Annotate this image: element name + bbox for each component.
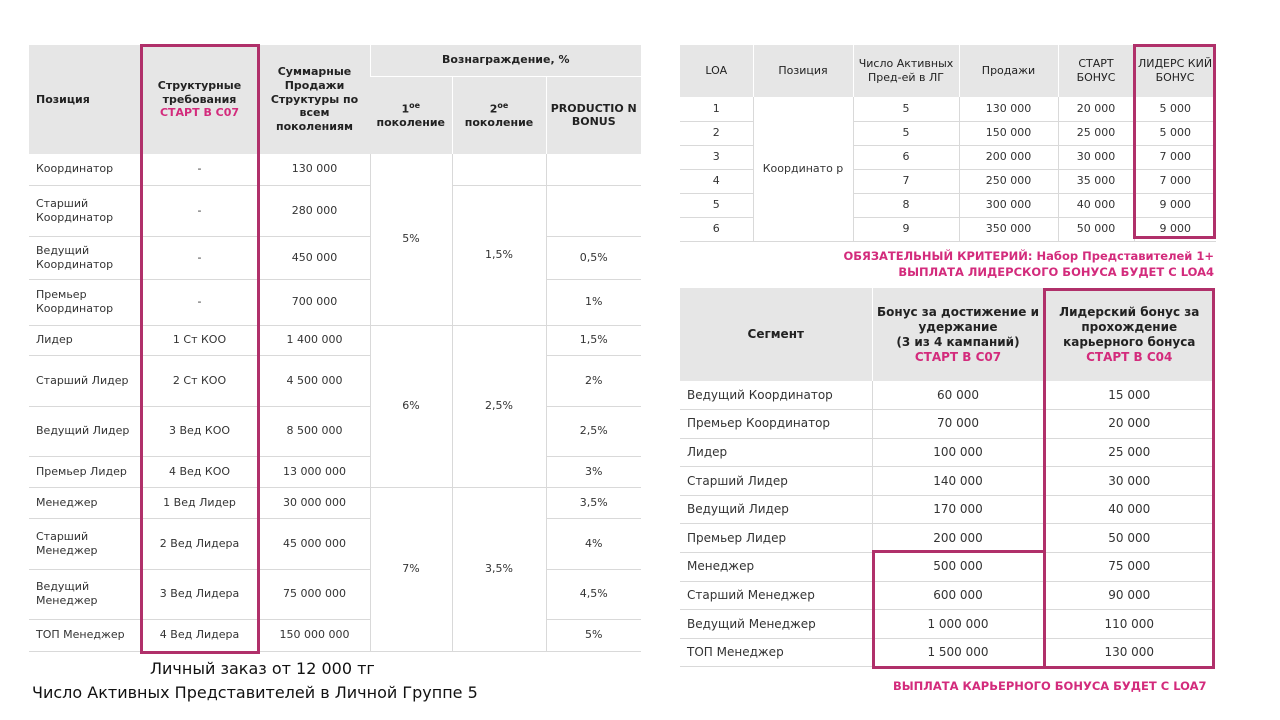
- cell-bonus: 1 500 000: [872, 638, 1044, 667]
- loa-table: [680, 45, 1240, 242]
- cell-start: 50 000: [1058, 217, 1134, 241]
- cell-loa: 6: [680, 217, 753, 241]
- cell-loa: 5: [680, 193, 753, 217]
- cell-sales: 1 400 000: [259, 325, 370, 355]
- cell-gen1-group: 5%: [370, 154, 452, 325]
- cell-start: 30 000: [1058, 145, 1134, 169]
- header-leader-career-bonus-label: Лидерский бонус за прохождение карьерного бонуса: [1059, 304, 1200, 349]
- cell-position: Ведущий Лидер: [29, 406, 140, 456]
- cell-production: 3,5%: [546, 487, 641, 518]
- cell-requirement: 4 Вед КОО: [140, 456, 259, 487]
- table-row: [29, 236, 641, 279]
- cell-spacer: [1216, 169, 1240, 193]
- cell-loa: 1: [680, 97, 753, 121]
- header-achievement-bonus-campaigns: (3 из 4 кампаний): [896, 334, 1020, 349]
- cell-gen2-group: 1,5%: [452, 185, 546, 325]
- cell-production: 4%: [546, 518, 641, 569]
- header-achievement-bonus-label: Бонус за достижение и удержание: [877, 304, 1039, 334]
- cell-position: Лидер: [29, 325, 140, 355]
- cell-spacer: [1216, 145, 1240, 169]
- cell-sales: 4 500 000: [259, 355, 370, 406]
- cell-segment: Менеджер: [680, 553, 872, 582]
- cell-production: 0,5%: [546, 236, 641, 279]
- table-row: [680, 438, 1214, 467]
- cell-sales: 30 000 000: [259, 487, 370, 518]
- table-row: [29, 406, 641, 456]
- cell-sales: 13 000 000: [259, 456, 370, 487]
- note-career-payout: ВЫПЛАТА КАРЬЕРНОГО БОНУСА БУДЕТ С LOA7: [893, 679, 1207, 693]
- cell-sales: 75 000 000: [259, 569, 370, 619]
- cell-sales: 700 000: [259, 279, 370, 325]
- cell-sales: 300 000: [959, 193, 1058, 217]
- cell-bonus: 170 000: [872, 495, 1044, 524]
- cell-segment: Ведущий Координатор: [680, 381, 872, 410]
- cell-production: 2,5%: [546, 406, 641, 456]
- cell-position-merged: Координато р: [753, 97, 853, 241]
- header-position: Позиция: [753, 45, 853, 97]
- cell-requirement: -: [140, 185, 259, 236]
- cell-sales: 150 000 000: [259, 619, 370, 651]
- header-active-reps: Число Активных Пред-ей в ЛГ: [853, 45, 959, 97]
- table-row: [680, 97, 1240, 121]
- table-row: [680, 495, 1214, 524]
- table-row: [680, 524, 1214, 553]
- cell-leader: 9 000: [1134, 217, 1216, 241]
- header-structural-requirements: [140, 45, 259, 154]
- cell-leader: 90 000: [1044, 581, 1214, 610]
- cell-gen2-group: 3,5%: [452, 487, 546, 651]
- table-row: [29, 185, 641, 236]
- cell-requirement: 1 Вед Лидер: [140, 487, 259, 518]
- header-production-bonus: PRODUCTIO N BONUS: [546, 76, 641, 154]
- header-sales: Продажи: [959, 45, 1058, 97]
- footer-personal-order: Личный заказ от 12 000 тг: [150, 659, 375, 678]
- cell-gen1-group: 6%: [370, 325, 452, 487]
- cell-position: Премьер Координатор: [29, 279, 140, 325]
- cell-sales: 200 000: [959, 145, 1058, 169]
- cell-segment: Старший Лидер: [680, 467, 872, 496]
- header-structural-requirements-label: Структурные требования: [157, 78, 242, 106]
- table-row: [680, 553, 1214, 582]
- cell-gen2-group: 2,5%: [452, 325, 546, 487]
- cell-production: [546, 185, 641, 236]
- header-segment: Сегмент: [680, 288, 872, 381]
- cell-sales: 150 000: [959, 121, 1058, 145]
- cell-gen2-empty: [452, 154, 546, 185]
- header-gen2: $2^{ое}$ поколение: [452, 76, 546, 154]
- cell-bonus: 140 000: [872, 467, 1044, 496]
- header-achievement-bonus-start: СТАРТ В С07: [914, 349, 1002, 364]
- cell-requirement: 4 Вед Лидера: [140, 619, 259, 651]
- table-row: [29, 154, 641, 185]
- cell-spacer: [1216, 193, 1240, 217]
- table-row: [680, 410, 1214, 439]
- cell-production: 5%: [546, 619, 641, 651]
- cell-requirement: 2 Вед Лидера: [140, 518, 259, 569]
- cell-position: Старший Менеджер: [29, 518, 140, 569]
- cell-sales: 450 000: [259, 236, 370, 279]
- cell-start: 20 000: [1058, 97, 1134, 121]
- cell-position: Ведущий Координатор: [29, 236, 140, 279]
- table-row: [29, 279, 641, 325]
- cell-production: [546, 154, 641, 185]
- cell-leader: 15 000: [1044, 381, 1214, 410]
- cell-leader: 20 000: [1044, 410, 1214, 439]
- cell-gen1-group: 7%: [370, 487, 452, 651]
- cell-active: 5: [853, 121, 959, 145]
- cell-active: 8: [853, 193, 959, 217]
- cell-position: Старший Лидер: [29, 355, 140, 406]
- cell-loa: 3: [680, 145, 753, 169]
- cell-production: 1%: [546, 279, 641, 325]
- cell-leader: 25 000: [1044, 438, 1214, 467]
- cell-requirement: 1 Ст КОО: [140, 325, 259, 355]
- cell-leader: 5 000: [1134, 121, 1216, 145]
- header-leader-career-bonus: [1044, 288, 1214, 381]
- cell-sales: 130 000: [959, 97, 1058, 121]
- table-row: [680, 467, 1214, 496]
- cell-leader: 30 000: [1044, 467, 1214, 496]
- table-row: [29, 355, 641, 406]
- cell-loa: 4: [680, 169, 753, 193]
- cell-start: 35 000: [1058, 169, 1134, 193]
- structure-rewards-table: [29, 45, 641, 652]
- cell-requirement: -: [140, 154, 259, 185]
- cell-leader: 40 000: [1044, 495, 1214, 524]
- cell-sales: 280 000: [259, 185, 370, 236]
- table-row: [680, 381, 1214, 410]
- table-row: [680, 610, 1214, 639]
- cell-requirement: 3 Вед КОО: [140, 406, 259, 456]
- cell-segment: Лидер: [680, 438, 872, 467]
- table-row: [29, 325, 641, 355]
- cell-leader: 7 000: [1134, 169, 1216, 193]
- header-position: Позиция: [29, 45, 140, 154]
- cell-bonus: 500 000: [872, 553, 1044, 582]
- header-leader-bonus: ЛИДЕРС КИЙ БОНУС: [1134, 45, 1216, 97]
- cell-bonus: 200 000: [872, 524, 1044, 553]
- cell-leader: 75 000: [1044, 553, 1214, 582]
- cell-production: 3%: [546, 456, 641, 487]
- cell-active: 5: [853, 97, 959, 121]
- header-achievement-bonus: [872, 288, 1044, 381]
- header-loa: LOA: [680, 45, 753, 97]
- cell-requirement: 2 Ст КОО: [140, 355, 259, 406]
- cell-leader: 7 000: [1134, 145, 1216, 169]
- cell-sales: 130 000: [259, 154, 370, 185]
- cell-segment: Премьер Координатор: [680, 410, 872, 439]
- header-start-bonus: СТАРТ БОНУС: [1058, 45, 1134, 97]
- cell-production: 4,5%: [546, 569, 641, 619]
- cell-leader: 50 000: [1044, 524, 1214, 553]
- cell-active: 7: [853, 169, 959, 193]
- header-spacer: [1216, 45, 1240, 97]
- cell-position: Менеджер: [29, 487, 140, 518]
- cell-position: Ведущий Менеджер: [29, 569, 140, 619]
- cell-spacer: [1216, 217, 1240, 241]
- cell-bonus: 60 000: [872, 381, 1044, 410]
- cell-production: 1,5%: [546, 325, 641, 355]
- cell-segment: ТОП Менеджер: [680, 638, 872, 667]
- cell-requirement: -: [140, 236, 259, 279]
- header-structural-requirements-start: СТАРТ В С07: [159, 106, 240, 120]
- cell-start: 40 000: [1058, 193, 1134, 217]
- cell-production: 2%: [546, 355, 641, 406]
- cell-sales: 250 000: [959, 169, 1058, 193]
- cell-loa: 2: [680, 121, 753, 145]
- cell-sales: 45 000 000: [259, 518, 370, 569]
- table-row: [29, 456, 641, 487]
- cell-segment: Ведущий Менеджер: [680, 610, 872, 639]
- cell-bonus: 100 000: [872, 438, 1044, 467]
- cell-leader: 130 000: [1044, 638, 1214, 667]
- table-row: [680, 581, 1214, 610]
- cell-sales: 8 500 000: [259, 406, 370, 456]
- header-reward: Вознаграждение, %: [370, 45, 641, 76]
- footer-active-reps: Число Активных Представителей в Личной Группе 5: [32, 683, 478, 702]
- cell-start: 25 000: [1058, 121, 1134, 145]
- cell-position: Старший Координатор: [29, 185, 140, 236]
- table-row: [29, 619, 641, 651]
- cell-active: 6: [853, 145, 959, 169]
- cell-bonus: 1 000 000: [872, 610, 1044, 639]
- cell-leader: 110 000: [1044, 610, 1214, 639]
- table-row: [29, 569, 641, 619]
- cell-active: 9: [853, 217, 959, 241]
- cell-position: Координатор: [29, 154, 140, 185]
- cell-position: Премьер Лидер: [29, 456, 140, 487]
- cell-segment: Премьер Лидер: [680, 524, 872, 553]
- header-leader-career-bonus-start: СТАРТ В С04: [1086, 349, 1173, 364]
- cell-position: ТОП Менеджер: [29, 619, 140, 651]
- header-gen1: $1^{ое}$ поколение: [370, 76, 452, 154]
- note-leader-payout: ВЫПЛАТА ЛИДЕРСКОГО БОНУСА БУДЕТ С LOA4: [898, 265, 1214, 279]
- cell-sales: 350 000: [959, 217, 1058, 241]
- cell-segment: Старший Менеджер: [680, 581, 872, 610]
- table-row: [29, 518, 641, 569]
- cell-leader: 5 000: [1134, 97, 1216, 121]
- cell-leader: 9 000: [1134, 193, 1216, 217]
- cell-segment: Ведущий Лидер: [680, 495, 872, 524]
- cell-bonus: 600 000: [872, 581, 1044, 610]
- cell-requirement: 3 Вед Лидера: [140, 569, 259, 619]
- cell-spacer: [1216, 97, 1240, 121]
- table-row: [680, 638, 1214, 667]
- header-total-sales: Суммарные Продажи Структуры по всем поколениям: [259, 45, 370, 154]
- table-row: [29, 487, 641, 518]
- cell-requirement: -: [140, 279, 259, 325]
- cell-spacer: [1216, 121, 1240, 145]
- cell-bonus: 70 000: [872, 410, 1044, 439]
- note-mandatory-criterion: ОБЯЗАТЕЛЬНЫЙ КРИТЕРИЙ: Набор Представителей 1+: [843, 249, 1214, 263]
- segment-bonus-table: [680, 288, 1214, 667]
